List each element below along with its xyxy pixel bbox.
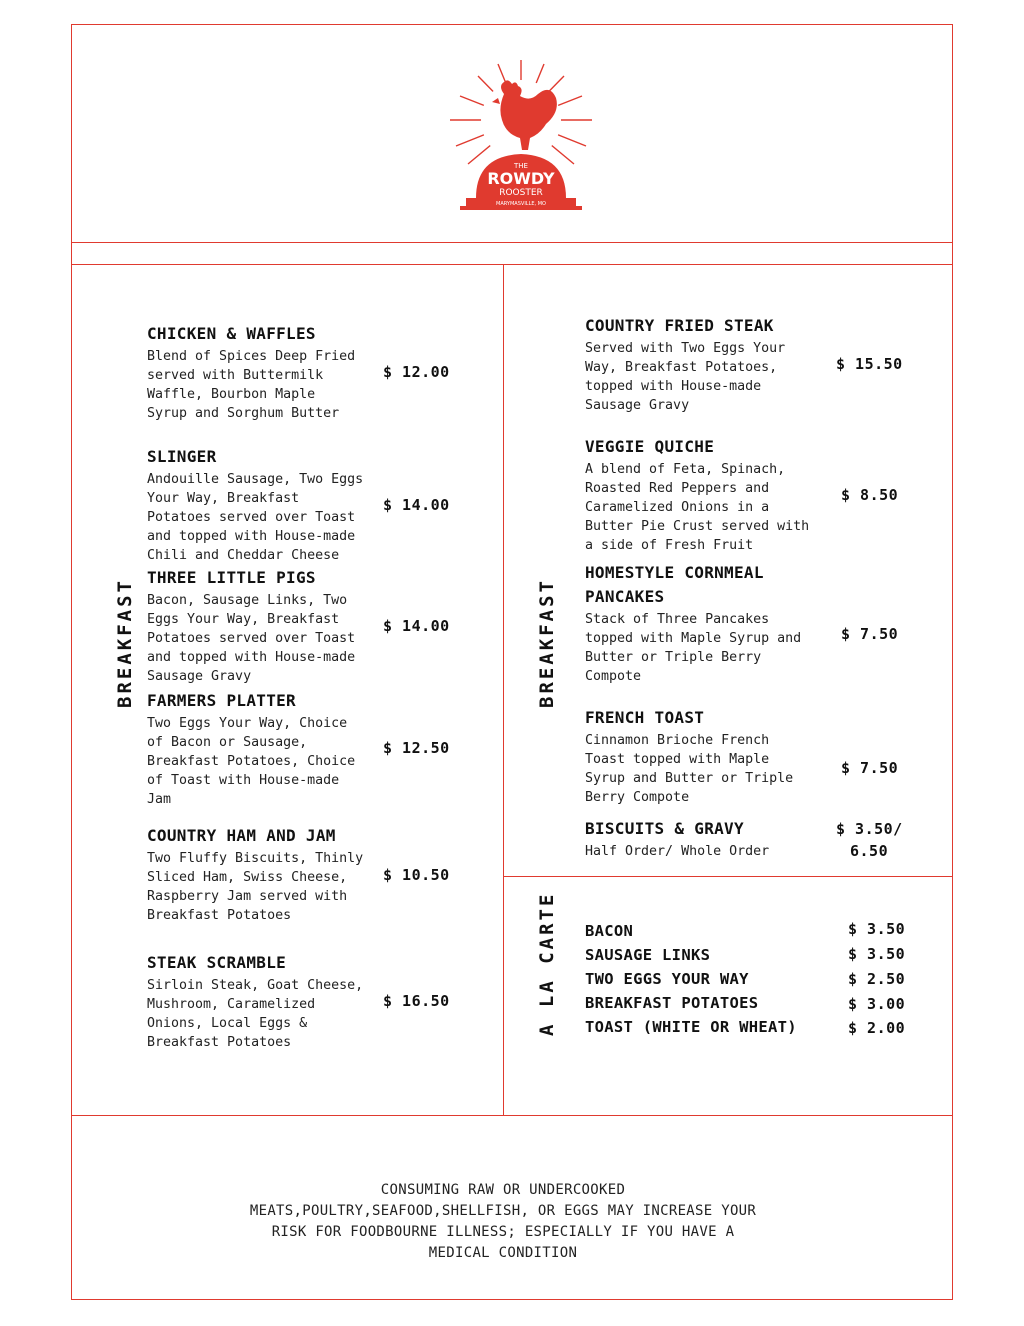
menu-item-farmers-platter [147, 689, 382, 809]
item-price-line1: $ 3.50/ [836, 820, 903, 838]
alacarte-item: BACON [585, 922, 634, 940]
alacarte-item: TOAST (WHITE OR WHEAT) [585, 1018, 797, 1036]
disclaimer-line: RISK FOR FOODBOURNE ILLNESS; ESPECIALLY IF YOU HAVE A [271, 1224, 735, 1240]
alacarte-price: $ 3.50 [848, 920, 906, 938]
menu-item-cornmeal-pancakes [585, 561, 830, 686]
menu-item-three-little-pigs [147, 566, 382, 686]
logo-text-sub: ROOSTER [499, 188, 543, 198]
item-price: $ 14.00 [383, 496, 450, 514]
footer-divider [71, 1115, 953, 1116]
rowdy-rooster-logo [446, 58, 596, 218]
item-description: Blend of Spices Deep Fried served with Buttermilk Waffle, Bourbon Maple Syrup and Sorghum Butter [147, 349, 356, 421]
item-price: $ 14.00 [383, 617, 450, 635]
item-title: STEAK SCRAMBLE [147, 953, 287, 972]
disclaimer-line: MEDICAL CONDITION [428, 1245, 578, 1261]
item-price: $ 8.50 [841, 486, 899, 504]
item-title: CHICKEN & WAFFLES [147, 324, 316, 343]
item-price: $ 12.50 [383, 739, 450, 757]
logo-text-main: ROWDY [487, 169, 555, 188]
alacarte-item: BREAKFAST POTATOES [585, 994, 759, 1012]
item-description: Bacon, Sausage Links, Two Eggs Your Way, Breakfast Potatoes served over Toast and topped with House-made Sausage Gravy [147, 593, 356, 684]
item-price: $ 10.50 [383, 866, 450, 884]
menu-item-slinger [147, 445, 382, 565]
menu-item-biscuits-gravy [585, 817, 830, 861]
health-disclaimer [200, 1180, 806, 1264]
menu-item-french-toast [585, 706, 830, 807]
disclaimer-line: CONSUMING RAW OR UNDERCOOKED [380, 1182, 626, 1198]
right-section-label: BREAKFAST [536, 578, 558, 708]
item-price: $ 7.50 [841, 759, 899, 777]
item-title: THREE LITTLE PIGS [147, 568, 316, 587]
item-price: $ 16.50 [383, 992, 450, 1010]
item-title: BISCUITS & GRAVY [585, 819, 744, 838]
item-title: COUNTRY HAM AND JAM [147, 826, 336, 845]
left-section-label: BREAKFAST [114, 578, 136, 708]
menu-item-chicken-waffles [147, 322, 382, 423]
disclaimer-line: MEATS,POULTRY,SEAFOOD,SHELLFISH, OR EGGS MAY INCREASE YOUR [249, 1203, 757, 1219]
alacarte-divider [504, 876, 953, 877]
item-price: $ 7.50 [841, 625, 899, 643]
header-divider-top [71, 242, 953, 243]
alacarte-section-label: A LA CARTE [536, 891, 558, 1036]
item-title: HOMESTYLE CORNMEAL PANCAKES [585, 563, 764, 606]
item-description: Served with Two Eggs Your Way, Breakfast Potatoes, topped with House-made Sausage Gravy [585, 341, 786, 413]
item-title: SLINGER [147, 447, 217, 466]
item-description: A blend of Feta, Spinach, Roasted Red Peppers and Caramelized Onions in a Butter Pie Crust served with a side of Fresh Fruit [585, 462, 810, 553]
header-divider-bottom [71, 264, 953, 265]
item-description: Sirloin Steak, Goat Cheese, Mushroom, Caramelized Onions, Local Eggs & Breakfast Potatoes [147, 978, 364, 1050]
alacarte-price: $ 2.00 [848, 1019, 906, 1037]
item-description: Cinnamon Brioche French Toast topped with Maple Syrup and Butter or Triple Berry Compote [585, 733, 794, 805]
item-price: $ 12.00 [383, 363, 450, 381]
item-description: Two Eggs Your Way, Choice of Bacon or Sausage, Breakfast Potatoes, Choice of Toast with House-made Jam [147, 716, 356, 807]
menu-item-veggie-quiche [585, 435, 830, 555]
item-title: FRENCH TOAST [585, 708, 705, 727]
menu-item-country-ham-jam [147, 824, 382, 925]
alacarte-item: TWO EGGS YOUR WAY [585, 970, 749, 988]
item-description: Two Fluffy Biscuits, Thinly Sliced Ham, Swiss Cheese, Raspberry Jam served with Breakfast Potatoes [147, 851, 364, 923]
item-description: Andouille Sausage, Two Eggs Your Way, Breakfast Potatoes served over Toast and topped with House-made Chili and Cheddar Cheese [147, 472, 364, 563]
menu-item-steak-scramble [147, 951, 382, 1052]
alacarte-price: $ 3.00 [848, 995, 906, 1013]
item-price-line2: 6.50 [850, 842, 889, 860]
column-divider [503, 264, 504, 1116]
alacarte-price: $ 2.50 [848, 970, 906, 988]
alacarte-price: $ 3.50 [848, 945, 906, 963]
item-title: COUNTRY FRIED STEAK [585, 316, 774, 335]
logo-text-top: THE [514, 162, 528, 170]
item-title: FARMERS PLATTER [147, 691, 296, 710]
alacarte-item: SAUSAGE LINKS [585, 946, 711, 964]
menu-item-country-fried-steak [585, 314, 830, 415]
logo-location: MARYMASVILLE, MO [496, 201, 546, 207]
item-description: Half Order/ Whole Order [585, 844, 770, 859]
item-description: Stack of Three Pancakes topped with Maple Syrup and Butter or Triple Berry Compote [585, 612, 802, 684]
item-price: $ 15.50 [836, 355, 903, 373]
item-title: VEGGIE QUICHE [585, 437, 715, 456]
